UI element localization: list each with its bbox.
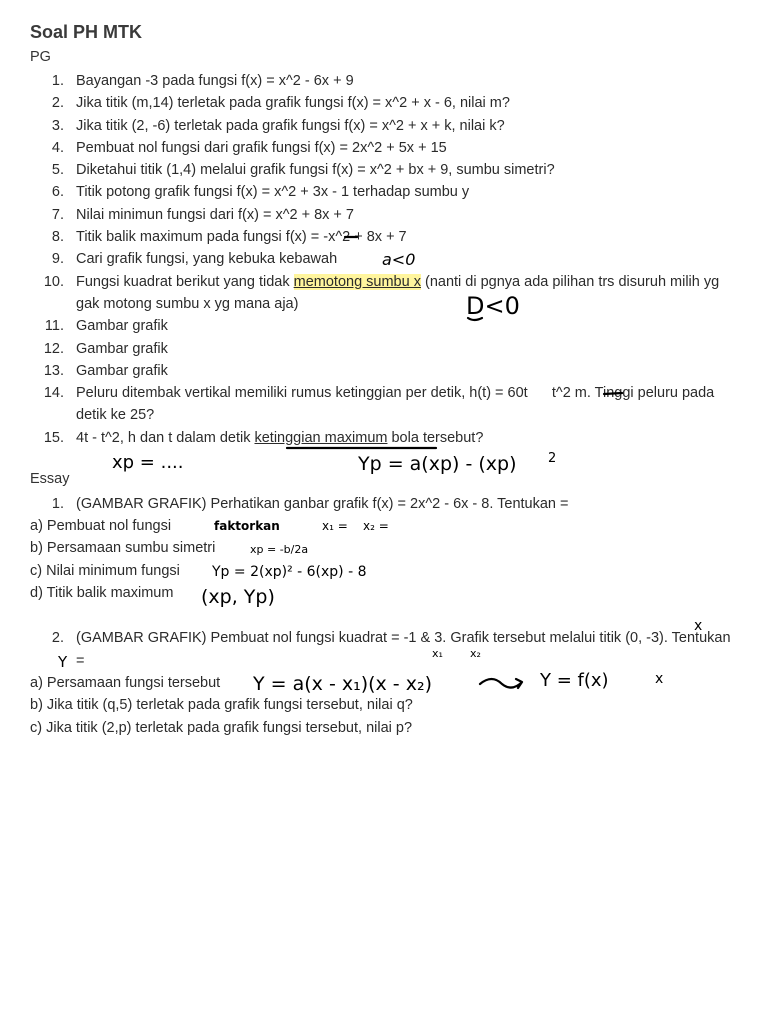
question-number: 7. bbox=[51, 206, 64, 223]
essay-2-part-a: a) Persamaan fungsi tersebut bbox=[30, 675, 221, 691]
pg-question-1 bbox=[0, 70, 768, 92]
question-text-marked: memotong sumbu x bbox=[293, 273, 421, 290]
annotation-label-x2: x₂ bbox=[470, 647, 481, 660]
question-number: 13. bbox=[43, 362, 64, 379]
question-text: Titik balik maximum pada fungsi f(x) = -x^2 + 8x + 7 bbox=[76, 229, 407, 246]
annotation-xp: xp = .... bbox=[112, 452, 184, 473]
pg-question-15 bbox=[0, 427, 768, 449]
annotation-yp-exponent: 2 bbox=[548, 451, 557, 466]
annotation-mark-x2: x bbox=[655, 671, 664, 687]
question-number: 6. bbox=[51, 184, 64, 201]
question-text: Gambar grafik bbox=[76, 318, 168, 335]
document-title: Soal PH MTK bbox=[30, 22, 143, 42]
question-text-tail: bola tersebut? bbox=[387, 429, 484, 446]
annotation-x1: x₁ = bbox=[322, 519, 348, 533]
annotation-mark-y: Y bbox=[58, 653, 68, 671]
essay-2-part-c: c) Jika titik (2,p) terletak pada grafik fungsi tersebut, nilai p? bbox=[30, 720, 413, 736]
question-text: Jika titik (m,14) terletak pada grafik fungsi f(x) = x^2 + x - 6, nilai m? bbox=[76, 95, 510, 112]
question-number: 1. bbox=[51, 73, 64, 89]
annotation-discriminant-less-than-zero: D<0 bbox=[466, 292, 520, 320]
annotation-faktorkan: faktorkan bbox=[214, 519, 280, 533]
question-text: Gambar grafik bbox=[76, 362, 168, 379]
question-text-tail: (nanti di pgnya ada pilihan trs disuruh milih yg gak motong sumbu x yg mana aja) bbox=[76, 273, 720, 312]
question-text: Fungsi kuadrat berikut yang tidak bbox=[76, 273, 294, 290]
question-number: 15. bbox=[43, 429, 64, 446]
essay-2-part-b: b) Jika titik (q,5) terletak pada grafik fungsi tersebut, nilai q? bbox=[30, 697, 413, 713]
essay-question-2 bbox=[0, 627, 768, 673]
question-text: 4t - t^2, h dan t dalam detik bbox=[76, 429, 255, 446]
pg-question-5 bbox=[0, 159, 768, 181]
question-text: Jika titik (2, -6) terletak pada grafik fungsi f(x) = x^2 + x + k, nilai k? bbox=[76, 117, 505, 134]
essay-1-part-a: a) Pembuat nol fungsi bbox=[30, 518, 172, 534]
question-text: Diketahui titik (1,4) melalui grafik fungsi f(x) = x^2 + bx + 9, sumbu simetri? bbox=[76, 162, 555, 179]
annotation-xp-formula: xp = -b/2a bbox=[250, 543, 309, 556]
pg-question-6 bbox=[0, 181, 768, 203]
pg-question-14 bbox=[0, 382, 768, 427]
essay-number: 1. bbox=[51, 496, 64, 512]
annotation-yp: Yp = a(xp) - (xp) bbox=[358, 453, 517, 475]
annotation-label-x1: x₁ bbox=[432, 647, 443, 660]
pg-question-3 bbox=[0, 115, 768, 137]
pg-question-2 bbox=[0, 92, 768, 114]
essay-1-part-c: c) Nilai minimum fungsi bbox=[30, 563, 180, 579]
question-text: Nilai minimun fungsi dari f(x) = x^2 + 8x + 7 bbox=[76, 206, 354, 223]
question-number: 8. bbox=[51, 229, 64, 246]
question-text: Gambar grafik bbox=[76, 340, 168, 357]
question-number: 12. bbox=[43, 340, 64, 357]
question-text-marked: ketinggian maximum bbox=[254, 429, 388, 446]
pg-question-list bbox=[0, 70, 768, 449]
pg-question-8 bbox=[0, 226, 768, 248]
question-number: 14. bbox=[43, 385, 64, 402]
annotation-xp-yp: (xp, Yp) bbox=[201, 586, 275, 608]
squiggle-arrow-icon bbox=[480, 679, 522, 688]
question-text: Peluru ditembak vertikal memiliki rumus ketinggian per detik, h(t) = 60t t^2 m. Tinggi peluru pada detik ke 25? bbox=[76, 385, 715, 424]
pg-question-4 bbox=[0, 137, 768, 159]
annotation-x2: x₂ = bbox=[363, 519, 389, 533]
annotation-mark-x: x bbox=[694, 618, 703, 634]
question-text: Bayangan -3 pada fungsi f(x) = x^2 - 6x + 9 bbox=[76, 73, 354, 89]
pg-question-7 bbox=[0, 204, 768, 226]
question-text: Titik potong grafik fungsi f(x) = x^2 + 3x - 1 terhadap sumbu y bbox=[76, 184, 470, 201]
annotation-eq-a: Y = a(x - x₁)(x - x₂) bbox=[253, 673, 432, 695]
section-essay-label: Essay bbox=[30, 471, 70, 487]
essay-question-text: (GAMBAR GRAFIK) Perhatikan ganbar grafik f(x) = 2x^2 - 6x - 8. Tentukan = bbox=[76, 496, 569, 512]
annotation-arrow-target: Y = f(x) bbox=[540, 670, 609, 691]
question-number: 2. bbox=[51, 95, 64, 112]
question-number: 9. bbox=[51, 251, 64, 268]
question-number: 5. bbox=[51, 162, 64, 179]
section-pg-label: PG bbox=[30, 49, 51, 65]
pg-question-12 bbox=[0, 338, 768, 360]
essay-number: 2. bbox=[51, 630, 64, 646]
pg-question-10 bbox=[0, 271, 768, 316]
question-number: 11. bbox=[44, 318, 64, 335]
pg-question-11 bbox=[0, 315, 768, 337]
essay-1-part-b: b) Persamaan sumbu simetri bbox=[30, 540, 216, 556]
pg-question-13 bbox=[0, 360, 768, 382]
pg-question-9 bbox=[0, 248, 768, 270]
question-number: 10. bbox=[43, 273, 64, 290]
question-number: 4. bbox=[51, 139, 64, 156]
question-text: Pembuat nol fungsi dari grafik fungsi f(x) = 2x^2 + 5x + 15 bbox=[76, 139, 447, 156]
question-text: Cari grafik fungsi, yang kebuka kebawah bbox=[76, 251, 338, 268]
annotation-a-less-than-zero: a<0 bbox=[382, 250, 416, 269]
question-number: 3. bbox=[51, 117, 64, 134]
essay-question-text: (GAMBAR GRAFIK) Pembuat nol fungsi kuadrat = -1 & 3. Grafik tersebut melalui titik (0, -3). Tentukan = bbox=[76, 630, 731, 669]
essay-1-part-d: d) Titik balik maximum bbox=[30, 585, 174, 601]
annotation-yp-formula: Yp = 2(xp)² - 6(xp) - 8 bbox=[212, 564, 367, 580]
